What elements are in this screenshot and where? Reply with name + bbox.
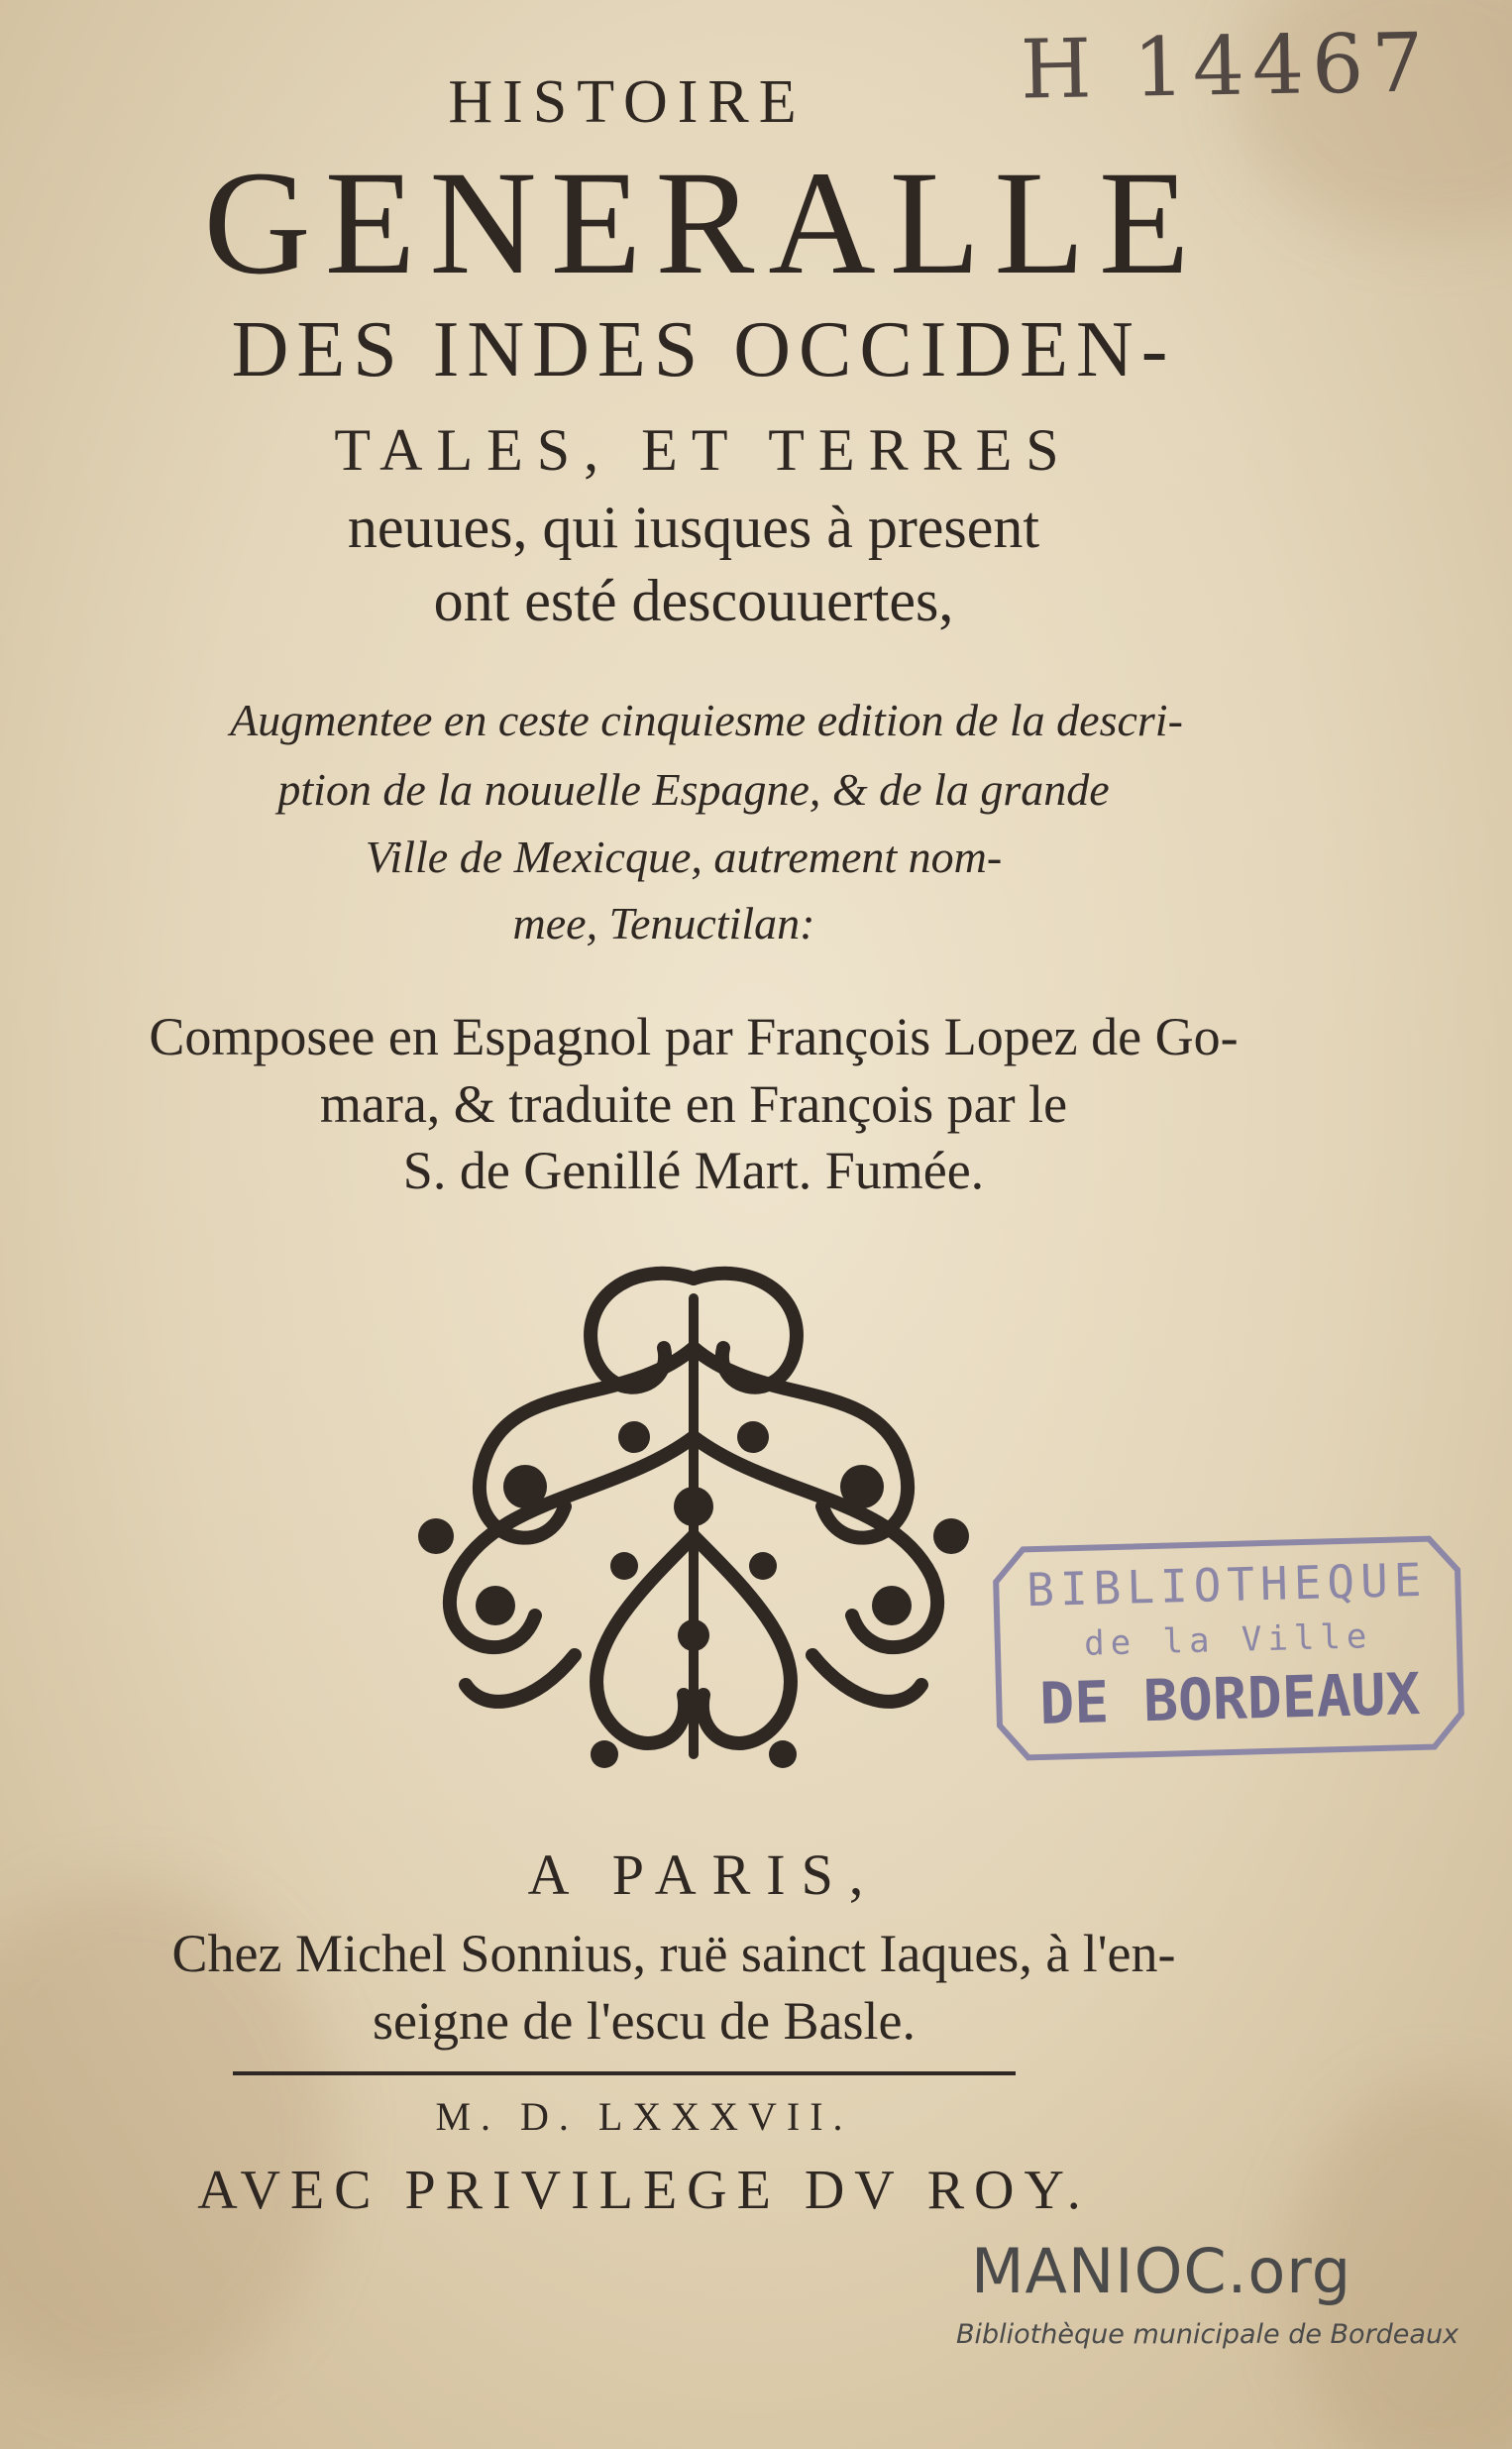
title-line-2: GENERALLE	[203, 141, 1204, 305]
subtitle-line-1: Augmentee en ceste cinquiesme edition de la descri-	[230, 695, 1183, 745]
manioc-subtitle: Bibliothèque municipale de Bordeaux	[956, 2319, 1459, 2350]
title-line-5: neuues, qui iusques à present	[347, 495, 1040, 560]
printers-ornament	[377, 1239, 1011, 1794]
title-line-3: DES INDES OCCIDEN-	[231, 306, 1176, 393]
title-line-4: TALES, ET TERRES	[334, 417, 1073, 483]
subtitle-line-3: Ville de Mexicque, autrement nom-	[365, 832, 1003, 882]
stamp-line-2: de la Ville	[1083, 1616, 1373, 1664]
stamp-line-1: BIBLIOTHEQUE	[1026, 1552, 1429, 1617]
manioc-logo: MANIOC.org	[971, 2235, 1352, 2307]
handwritten-shelfmark: H 14467	[1020, 16, 1433, 118]
imprint-city: A PARIS,	[527, 1842, 880, 1907]
subtitle-line-2: ption de la nouuelle Espagne, & de la grande	[277, 764, 1110, 815]
title-line-1: HISTOIRE	[448, 68, 807, 136]
author-line-2: mara, & traduite en François par le	[319, 1074, 1068, 1134]
author-line-3: S. de Genillé Mart. Fumée.	[402, 1141, 985, 1200]
stamp-line-3: DE BORDEAUX	[1038, 1659, 1422, 1737]
horizontal-rule	[233, 2071, 1016, 2075]
subtitle-line-4: mee, Tenuctilan:	[512, 898, 815, 948]
library-stamp	[983, 1520, 1474, 1776]
imprint-line-1: Chez Michel Sonnius, ruë sainct Iaques, à l'en-	[171, 1924, 1176, 1983]
imprint-privilege: AVEC PRIVILEGE DV ROY.	[197, 2160, 1091, 2221]
author-line-1: Composee en Espagnol par François Lopez de Go-	[149, 1007, 1239, 1066]
imprint-line-2: seigne de l'escu de Basle.	[372, 1991, 917, 2051]
title-line-6: ont esté descouuertes,	[433, 568, 954, 633]
imprint-year: M. D. LXXXVII.	[435, 2094, 853, 2139]
